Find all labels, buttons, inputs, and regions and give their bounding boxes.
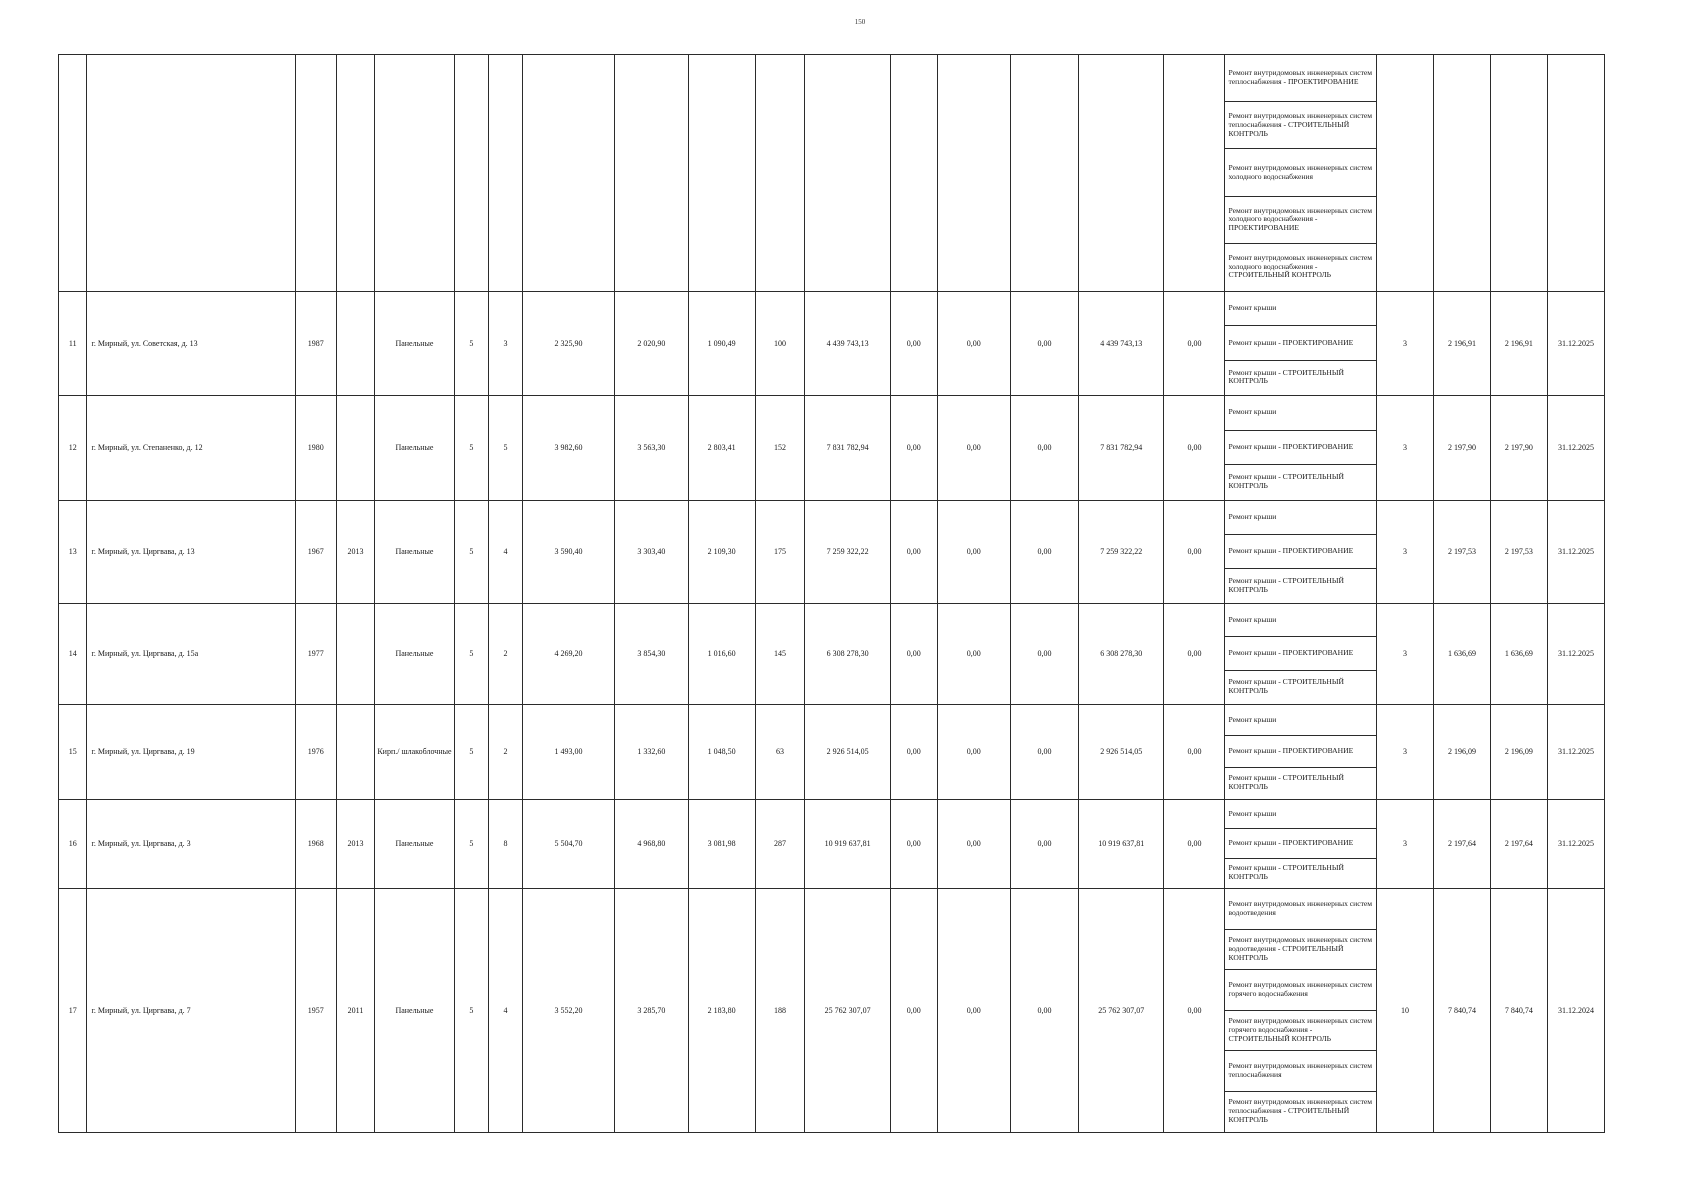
cost-other-cell: 0,00 xyxy=(1164,889,1225,1133)
table-row xyxy=(59,800,1605,889)
residents-cell: 145 xyxy=(755,604,805,705)
work-types-cell xyxy=(1225,604,1377,705)
year-overhaul-cell xyxy=(336,705,375,800)
work-type-item: Ремонт крыши - СТРОИТЕЛЬНЫЙ КОНТРОЛЬ xyxy=(1228,773,1344,791)
capital-repair-registry-table xyxy=(58,54,1605,1133)
cost-owners-cell: 2 926 514,05 xyxy=(1079,705,1164,800)
cost-owners-cell: 6 308 278,30 xyxy=(1079,604,1164,705)
living-area-cell: 3 563,30 xyxy=(615,396,688,501)
deadline-cell: 31.12.2025 xyxy=(1547,501,1604,604)
cost-total-cell: 2 926 514,05 xyxy=(805,705,890,800)
cost-total-cell: 7 259 322,22 xyxy=(805,501,890,604)
nonliving-area-cell: 2 183,80 xyxy=(688,889,755,1133)
total-area-cell: 2 325,90 xyxy=(522,292,615,396)
table-row xyxy=(59,604,1605,705)
cost-total-cell: 7 831 782,94 xyxy=(805,396,890,501)
address-cell: г. Мирный, ул. Циргвава, д. 15а xyxy=(87,604,296,705)
work-type-item: Ремонт внутридомовых инженерных систем теплоснабжения - ПРОЕКТИРОВАНИЕ xyxy=(1225,55,1376,102)
floors-cell xyxy=(454,55,489,292)
total-area-cell: 1 493,00 xyxy=(522,705,615,800)
entrances-cell: 5 xyxy=(489,396,523,501)
work-types-cell xyxy=(1225,292,1377,396)
work-types-cell xyxy=(1225,55,1377,292)
work-type-item: Ремонт внутридомовых инженерных систем теплоснабжения - СТРОИТЕЛЬНЫЙ КОНТРОЛЬ xyxy=(1225,102,1376,149)
row-number-cell: 11 xyxy=(59,292,87,396)
cost-regional-cell: 0,00 xyxy=(937,889,1010,1133)
work-count-cell: 3 xyxy=(1377,396,1434,501)
work-type-item: Ремонт крыши xyxy=(1225,705,1376,736)
cost-total-cell: 25 762 307,07 xyxy=(805,889,890,1133)
cost-local-cell: 0,00 xyxy=(1010,800,1078,889)
wall-material-cell: Панельные xyxy=(375,292,454,396)
total-area-cell: 3 552,20 xyxy=(522,889,615,1133)
year-overhaul-cell xyxy=(336,55,375,292)
work-type-item: Ремонт внутридомовых инженерных систем теплоснабжения xyxy=(1225,1051,1376,1092)
nonliving-area-cell xyxy=(688,55,755,292)
year-overhaul-cell xyxy=(336,396,375,501)
work-count-cell: 3 xyxy=(1377,292,1434,396)
nonliving-area-cell: 3 081,98 xyxy=(688,800,755,889)
living-area-cell: 2 020,90 xyxy=(615,292,688,396)
wall-material-cell: Панельные xyxy=(375,889,454,1133)
cost-fund-cell: 0,00 xyxy=(890,800,937,889)
row-number-cell: 14 xyxy=(59,604,87,705)
entrances-cell: 4 xyxy=(489,889,523,1133)
cost-other-cell: 0,00 xyxy=(1164,604,1225,705)
wall-material-cell: Панельные xyxy=(375,396,454,501)
living-area-cell: 3 303,40 xyxy=(615,501,688,604)
work-type-item: Ремонт внутридомовых инженерных систем водоотведения - СТРОИТЕЛЬНЫЙ КОНТРОЛЬ xyxy=(1225,930,1376,971)
work-type-item: Ремонт внутридомовых инженерных систем теплоснабжения - СТРОИТЕЛЬНЫЙ КОНТРОЛЬ xyxy=(1228,1097,1373,1124)
address-cell: г. Мирный, ул. Степаненко, д. 12 xyxy=(87,396,296,501)
deadline-cell: 31.12.2025 xyxy=(1547,604,1604,705)
unit-cost-max-cell: 7 840,74 xyxy=(1490,889,1547,1133)
residents-cell: 188 xyxy=(755,889,805,1133)
living-area-cell xyxy=(615,55,688,292)
address-cell: г. Мирный, ул. Циргвава, д. 19 xyxy=(87,705,296,800)
floors-cell: 5 xyxy=(454,800,489,889)
cost-local-cell: 0,00 xyxy=(1010,604,1078,705)
unit-cost-cell: 2 197,64 xyxy=(1433,800,1490,889)
address-cell xyxy=(87,55,296,292)
residents-cell: 100 xyxy=(755,292,805,396)
work-types-cell xyxy=(1225,501,1377,604)
work-count-cell: 10 xyxy=(1377,889,1434,1133)
unit-cost-max-cell: 2 197,53 xyxy=(1490,501,1547,604)
year-overhaul-cell xyxy=(336,292,375,396)
cost-total-cell: 4 439 743,13 xyxy=(805,292,890,396)
living-area-cell: 4 968,80 xyxy=(615,800,688,889)
table-row xyxy=(59,396,1605,501)
work-type-item: Ремонт крыши - ПРОЕКТИРОВАНИЕ xyxy=(1225,829,1376,858)
deadline-cell xyxy=(1547,55,1604,292)
floors-cell: 5 xyxy=(454,604,489,705)
unit-cost-cell xyxy=(1433,55,1490,292)
floors-cell: 5 xyxy=(454,501,489,604)
entrances-cell: 4 xyxy=(489,501,523,604)
cost-regional-cell: 0,00 xyxy=(937,705,1010,800)
cost-local-cell xyxy=(1010,55,1078,292)
cost-local-cell: 0,00 xyxy=(1010,501,1078,604)
work-type-item: Ремонт внутридомовых инженерных систем горячего водоснабжения - СТРОИТЕЛЬНЫЙ КОНТРОЛЬ xyxy=(1225,1011,1376,1052)
deadline-cell: 31.12.2025 xyxy=(1547,396,1604,501)
cost-owners-cell: 10 919 637,81 xyxy=(1079,800,1164,889)
wall-material-cell xyxy=(375,55,454,292)
deadline-cell: 31.12.2024 xyxy=(1547,889,1604,1133)
residents-cell: 63 xyxy=(755,705,805,800)
work-types-cell xyxy=(1225,800,1377,889)
total-area-cell xyxy=(522,55,615,292)
work-type-item: Ремонт крыши - СТРОИТЕЛЬНЫЙ КОНТРОЛЬ xyxy=(1228,863,1344,881)
cost-regional-cell: 0,00 xyxy=(937,396,1010,501)
cost-fund-cell: 0,00 xyxy=(890,501,937,604)
cost-total-cell: 10 919 637,81 xyxy=(805,800,890,889)
table-row xyxy=(59,55,1605,292)
work-type-item: Ремонт крыши - СТРОИТЕЛЬНЫЙ КОНТРОЛЬ xyxy=(1228,575,1344,594)
page-number: 150 xyxy=(854,18,866,26)
floors-cell: 5 xyxy=(454,396,489,501)
row-number-cell: 15 xyxy=(59,705,87,800)
unit-cost-max-cell: 2 197,90 xyxy=(1490,396,1547,501)
year-overhaul-cell xyxy=(336,604,375,705)
row-number-cell: 12 xyxy=(59,396,87,501)
residents-cell: 287 xyxy=(755,800,805,889)
entrances-cell: 3 xyxy=(489,292,523,396)
unit-cost-max-cell xyxy=(1490,55,1547,292)
cost-fund-cell xyxy=(890,55,937,292)
address-cell: г. Мирный, ул. Циргвава, д. 13 xyxy=(87,501,296,604)
cost-regional-cell xyxy=(937,55,1010,292)
total-area-cell: 3 982,60 xyxy=(522,396,615,501)
cost-regional-cell: 0,00 xyxy=(937,800,1010,889)
living-area-cell: 3 854,30 xyxy=(615,604,688,705)
unit-cost-max-cell: 2 196,09 xyxy=(1490,705,1547,800)
unit-cost-cell: 2 196,09 xyxy=(1433,705,1490,800)
cost-local-cell: 0,00 xyxy=(1010,889,1078,1133)
year-built-cell: 1977 xyxy=(295,604,336,705)
work-type-item: Ремонт крыши xyxy=(1225,604,1376,637)
cost-fund-cell: 0,00 xyxy=(890,889,937,1133)
address-cell: г. Мирный, ул. Циргвава, д. 7 xyxy=(87,889,296,1133)
cost-owners-cell: 4 439 743,13 xyxy=(1079,292,1164,396)
entrances-cell: 2 xyxy=(489,705,523,800)
work-count-cell: 3 xyxy=(1377,501,1434,604)
work-type-item: Ремонт крыши - ПРОЕКТИРОВАНИЕ xyxy=(1225,535,1376,569)
table-row xyxy=(59,889,1605,1133)
work-type-item: Ремонт внутридомовых инженерных систем холодного водоснабжения - СТРОИТЕЛЬНЫЙ КОНТРОЛЬ xyxy=(1228,252,1373,280)
year-overhaul-cell: 2013 xyxy=(336,800,375,889)
cost-regional-cell: 0,00 xyxy=(937,501,1010,604)
year-built-cell: 1987 xyxy=(295,292,336,396)
year-built-cell xyxy=(295,55,336,292)
deadline-cell: 31.12.2025 xyxy=(1547,292,1604,396)
work-type-item: Ремонт крыши xyxy=(1225,292,1376,326)
entrances-cell: 8 xyxy=(489,800,523,889)
cost-other-cell xyxy=(1164,55,1225,292)
work-types-cell xyxy=(1225,705,1377,800)
unit-cost-cell: 2 197,53 xyxy=(1433,501,1490,604)
cost-owners-cell: 7 831 782,94 xyxy=(1079,396,1164,501)
work-type-item: Ремонт крыши xyxy=(1225,396,1376,431)
unit-cost-max-cell: 1 636,69 xyxy=(1490,604,1547,705)
cost-other-cell: 0,00 xyxy=(1164,396,1225,501)
cost-total-cell xyxy=(805,55,890,292)
nonliving-area-cell: 2 803,41 xyxy=(688,396,755,501)
floors-cell: 5 xyxy=(454,705,489,800)
work-type-item: Ремонт крыши xyxy=(1225,501,1376,535)
cost-other-cell: 0,00 xyxy=(1164,292,1225,396)
cost-local-cell: 0,00 xyxy=(1010,292,1078,396)
row-number-cell: 13 xyxy=(59,501,87,604)
table-row xyxy=(59,501,1605,604)
total-area-cell: 5 504,70 xyxy=(522,800,615,889)
unit-cost-max-cell: 2 197,64 xyxy=(1490,800,1547,889)
work-type-item: Ремонт крыши - ПРОЕКТИРОВАНИЕ xyxy=(1225,326,1376,360)
year-built-cell: 1957 xyxy=(295,889,336,1133)
unit-cost-cell: 2 196,91 xyxy=(1433,292,1490,396)
cost-other-cell: 0,00 xyxy=(1164,705,1225,800)
work-type-item: Ремонт крыши - СТРОИТЕЛЬНЫЙ КОНТРОЛЬ xyxy=(1228,677,1344,695)
work-type-item: Ремонт крыши - СТРОИТЕЛЬНЫЙ КОНТРОЛЬ xyxy=(1228,367,1344,386)
work-type-item: Ремонт внутридомовых инженерных систем водоотведения xyxy=(1225,889,1376,930)
address-cell: г. Мирный, ул. Советская, д. 13 xyxy=(87,292,296,396)
total-area-cell: 4 269,20 xyxy=(522,604,615,705)
cost-fund-cell: 0,00 xyxy=(890,705,937,800)
work-count-cell: 3 xyxy=(1377,800,1434,889)
cost-owners-cell: 7 259 322,22 xyxy=(1079,501,1164,604)
table-row xyxy=(59,292,1605,396)
work-types-cell xyxy=(1225,889,1377,1133)
nonliving-area-cell: 1 090,49 xyxy=(688,292,755,396)
wall-material-cell: Кирп./ шлакоблочные xyxy=(375,705,454,800)
deadline-cell: 31.12.2025 xyxy=(1547,800,1604,889)
cost-other-cell: 0,00 xyxy=(1164,501,1225,604)
work-type-item: Ремонт крыши - ПРОЕКТИРОВАНИЕ xyxy=(1225,431,1376,466)
cost-local-cell: 0,00 xyxy=(1010,396,1078,501)
table-row xyxy=(59,705,1605,800)
total-area-cell: 3 590,40 xyxy=(522,501,615,604)
work-count-cell xyxy=(1377,55,1434,292)
work-types-cell xyxy=(1225,396,1377,501)
unit-cost-max-cell: 2 196,91 xyxy=(1490,292,1547,396)
unit-cost-cell: 1 636,69 xyxy=(1433,604,1490,705)
nonliving-area-cell: 1 048,50 xyxy=(688,705,755,800)
cost-fund-cell: 0,00 xyxy=(890,396,937,501)
row-number-cell: 16 xyxy=(59,800,87,889)
cost-regional-cell: 0,00 xyxy=(937,292,1010,396)
residents-cell: 175 xyxy=(755,501,805,604)
wall-material-cell: Панельные xyxy=(375,604,454,705)
row-number-cell xyxy=(59,55,87,292)
cost-fund-cell: 0,00 xyxy=(890,604,937,705)
work-type-item: Ремонт крыши xyxy=(1225,800,1376,829)
entrances-cell: 2 xyxy=(489,604,523,705)
nonliving-area-cell: 2 109,30 xyxy=(688,501,755,604)
work-type-item: Ремонт крыши - ПРОЕКТИРОВАНИЕ xyxy=(1225,736,1376,767)
work-type-item: Ремонт внутридомовых инженерных систем холодного водоснабжения - ПРОЕКТИРОВАНИЕ xyxy=(1225,197,1376,244)
year-built-cell: 1976 xyxy=(295,705,336,800)
unit-cost-cell: 7 840,74 xyxy=(1433,889,1490,1133)
wall-material-cell: Панельные xyxy=(375,501,454,604)
residents-cell: 152 xyxy=(755,396,805,501)
address-cell: г. Мирный, ул. Циргвава, д. 3 xyxy=(87,800,296,889)
cost-other-cell: 0,00 xyxy=(1164,800,1225,889)
cost-regional-cell: 0,00 xyxy=(937,604,1010,705)
year-built-cell: 1968 xyxy=(295,800,336,889)
year-built-cell: 1980 xyxy=(295,396,336,501)
work-type-item: Ремонт крыши - СТРОИТЕЛЬНЫЙ КОНТРОЛЬ xyxy=(1228,472,1344,491)
year-overhaul-cell: 2013 xyxy=(336,501,375,604)
year-built-cell: 1967 xyxy=(295,501,336,604)
living-area-cell: 1 332,60 xyxy=(615,705,688,800)
residents-cell xyxy=(755,55,805,292)
cost-owners-cell: 25 762 307,07 xyxy=(1079,889,1164,1133)
work-type-item: Ремонт внутридомовых инженерных систем холодного водоснабжения xyxy=(1225,149,1376,196)
unit-cost-cell: 2 197,90 xyxy=(1433,396,1490,501)
work-type-item: Ремонт крыши - ПРОЕКТИРОВАНИЕ xyxy=(1225,637,1376,670)
floors-cell: 5 xyxy=(454,889,489,1133)
entrances-cell xyxy=(489,55,523,292)
wall-material-cell: Панельные xyxy=(375,800,454,889)
work-count-cell: 3 xyxy=(1377,604,1434,705)
cost-owners-cell xyxy=(1079,55,1164,292)
cost-total-cell: 6 308 278,30 xyxy=(805,604,890,705)
floors-cell: 5 xyxy=(454,292,489,396)
cost-local-cell: 0,00 xyxy=(1010,705,1078,800)
cost-fund-cell: 0,00 xyxy=(890,292,937,396)
deadline-cell: 31.12.2025 xyxy=(1547,705,1604,800)
year-overhaul-cell: 2011 xyxy=(336,889,375,1133)
nonliving-area-cell: 1 016,60 xyxy=(688,604,755,705)
work-type-item: Ремонт внутридомовых инженерных систем горячего водоснабжения xyxy=(1225,970,1376,1011)
row-number-cell: 17 xyxy=(59,889,87,1133)
living-area-cell: 3 285,70 xyxy=(615,889,688,1133)
work-count-cell: 3 xyxy=(1377,705,1434,800)
